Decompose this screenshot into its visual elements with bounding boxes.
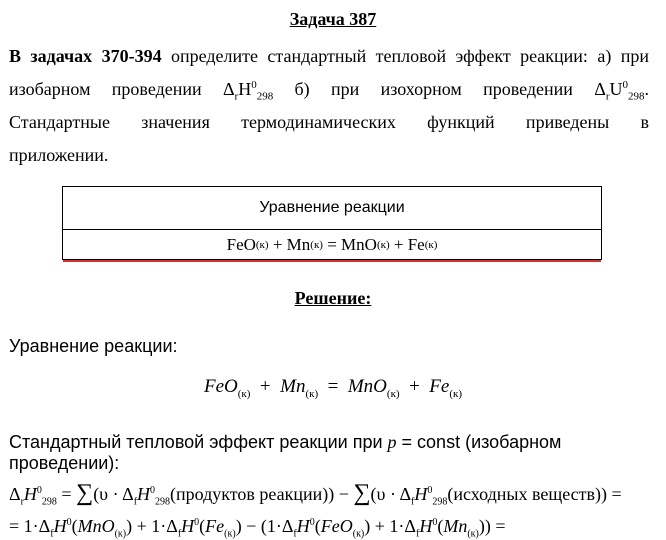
statement-line-1: В задачах 370-394 определите стандартный тепловой эффект реакции: а) при — [9, 46, 649, 66]
statement-line-3: Стандартные значения термодинамических функций приведены в — [9, 112, 649, 132]
reaction-table-header: Уравнение реакции — [63, 187, 601, 230]
heat-effect-formula-continued: = $1\cdot\Delta_fH^0(MnO_{(к)}) + 1\cdot\Delta_fH^0(Fe_{(к)}) - (1\cdot\Delta_fH^0(FeO_{(к)}) + 1\cdot\Delta_fH^0(Mn_{(к)}))$ = — [9, 516, 506, 540]
statement-line-4: приложении. — [9, 145, 109, 165]
solution-heading: Решение: — [294, 288, 372, 308]
reaction-formula: $FeO_{(к)} + Mn_{(к)} = MnO_{(к)} + Fe_{(к)}$ — [203, 376, 463, 400]
reaction-table — [62, 186, 602, 260]
reaction-table-equation: FeO (к) + Mn (к) = MnO (к) + Fe (к) — [63, 230, 601, 262]
heat-effect-formula: $\Delta_rH^0_{298} = \sum(\upsilon$ · $\Delta_fH^0_{298}(продуктов$ реакции)) − $\sum(\upsilon \cdot \Delta_fH^0_{298}(исходных$ веществ)) = — [9, 480, 622, 508]
equation-label: Уравнение реакции: — [9, 336, 178, 356]
task-statement — [9, 40, 649, 172]
task-title: Задача 387 — [289, 9, 377, 29]
heat-effect-text: Стандартный тепловой эффект реакции при p = const (изобарном проведении): — [9, 432, 562, 473]
statement-line-2: изобарном проведении $\Delta_rH^0_{298}$ б) при изохорном проведении $\Delta_rU^0_{298}$. — [9, 79, 649, 103]
